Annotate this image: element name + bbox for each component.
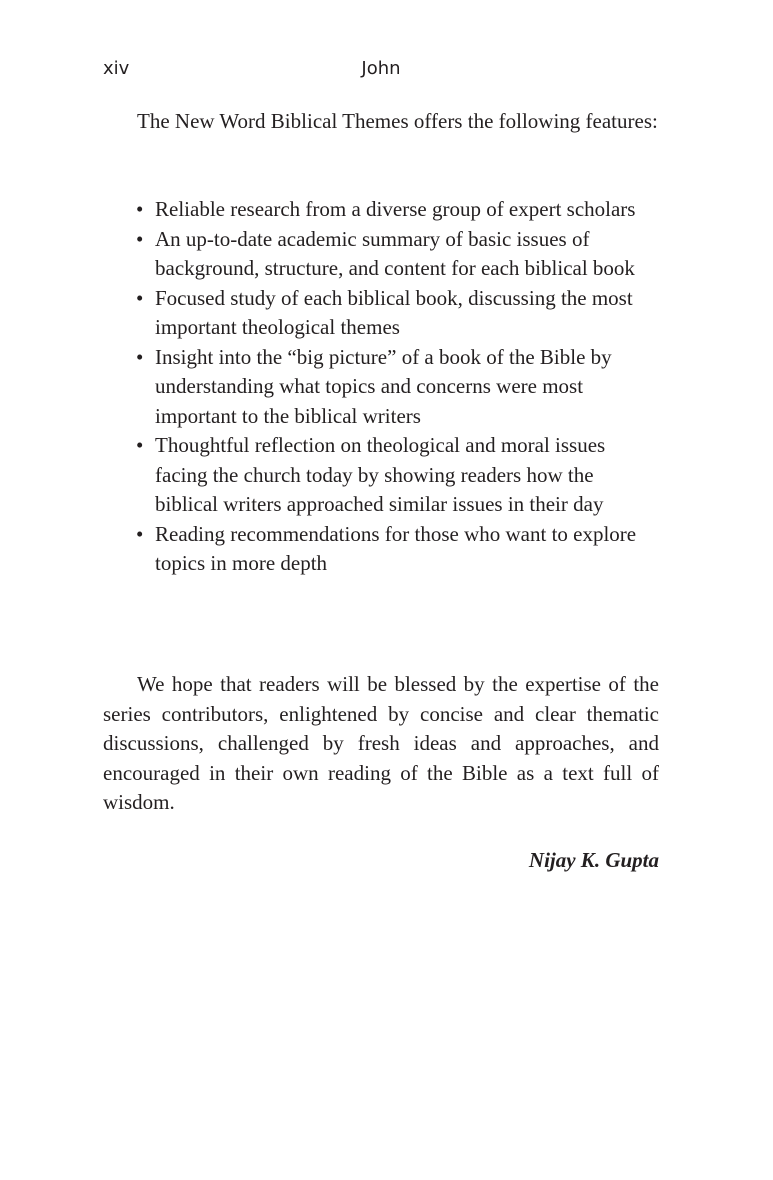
page-number: xiv bbox=[103, 58, 130, 79]
running-head bbox=[103, 58, 659, 88]
list-item-text: Reliable research from a diverse group of expert scholars bbox=[155, 197, 636, 221]
list-item bbox=[136, 225, 660, 284]
list-item bbox=[136, 520, 660, 579]
running-title: John bbox=[361, 58, 401, 79]
bullet-icon: • bbox=[136, 433, 144, 457]
closing-paragraph: We hope that readers will be blessed by the expertise of the series contributors, enlightened by concise and clear thematic discussions, challenged by fresh ideas and approaches, and encouraged in their own reading of the Bible as a text full of wisdom. bbox=[103, 672, 659, 814]
list-item-text: Insight into the “big picture” of a book of the Bible by understanding what topics and concerns were most important to the biblical writers bbox=[155, 344, 612, 428]
list-item bbox=[136, 343, 660, 432]
bullet-icon: • bbox=[136, 285, 144, 310]
bullet-icon: • bbox=[136, 521, 144, 546]
list-item bbox=[136, 431, 660, 520]
list-item-text: Focused study of each biblical book, discussing the most important theological themes bbox=[155, 285, 633, 339]
list-item bbox=[136, 284, 660, 343]
list-item bbox=[136, 195, 660, 225]
intro-paragraph: The New Word Biblical Themes offers the following features: bbox=[137, 109, 658, 133]
list-item-text: Thoughtful reflection on theological and moral issues facing the church today by showing readers how the biblical writers approached similar issues in their day bbox=[155, 433, 606, 516]
author-signature: Nijay K. Gupta bbox=[528, 848, 659, 872]
list-item-text: Reading recommendations for those who want to explore topics in more depth bbox=[155, 521, 637, 575]
list-item-text: An up-to-date academic summary of basic issues of background, structure, and content for each biblical book bbox=[155, 226, 635, 280]
feature-list bbox=[136, 195, 660, 579]
bullet-icon: • bbox=[136, 197, 144, 221]
bullet-icon: • bbox=[136, 344, 144, 369]
bullet-icon: • bbox=[136, 226, 144, 251]
